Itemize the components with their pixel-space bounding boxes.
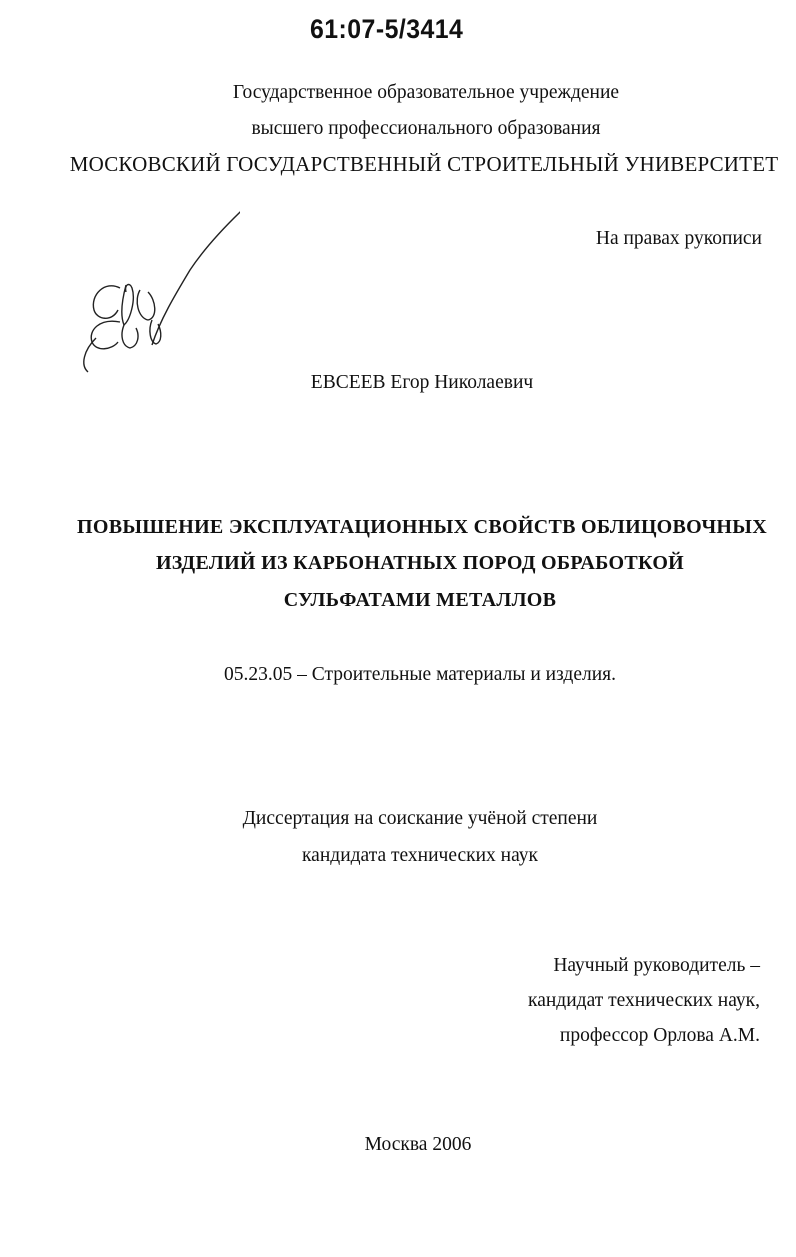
institution-line-1: Государственное образовательное учреждение [232,82,620,103]
manuscript-note: На правах рукописи [595,228,762,249]
title-line-2: ИЗДЕЛИЙ ИЗ КАРБОНАТНЫХ ПОРОД ОБРАБОТКОЙ [155,552,685,574]
title-line-3: СУЛЬФАТАМИ МЕТАЛЛОВ [283,589,557,611]
supervisor-line-3: профессор Орлова А.М. [559,1025,760,1046]
supervisor-line-2: кандидат технических наук, [528,990,760,1011]
dissertation-line-1: Диссертация на соискание учёной степени [242,808,598,829]
university-name: МОСКОВСКИЙ ГОСУДАРСТВЕННЫЙ СТРОИТЕЛЬНЫЙ УНИВЕРСИТЕТ [69,152,779,176]
author-name: ЕВСЕЕВ Егор Николаевич [310,372,534,393]
institution-line-2: высшего профессионального образования [251,118,601,139]
title-line-1: ПОВЫШЕНИЕ ЭКСПЛУАТАЦИОННЫХ СВОЙСТВ ОБЛИЦОВОЧНЫХ [77,516,767,538]
specialty-code: 05.23.05 – Строительные материалы и изделия. [224,664,616,685]
supervisor-line-1: Научный руководитель – [553,955,760,976]
dissertation-line-2: кандидата технических наук [302,845,538,866]
handwritten-signature [60,160,240,390]
city-year: Москва 2006 [364,1134,472,1155]
archive-stamp: 61:07-5/3414 [310,14,464,44]
